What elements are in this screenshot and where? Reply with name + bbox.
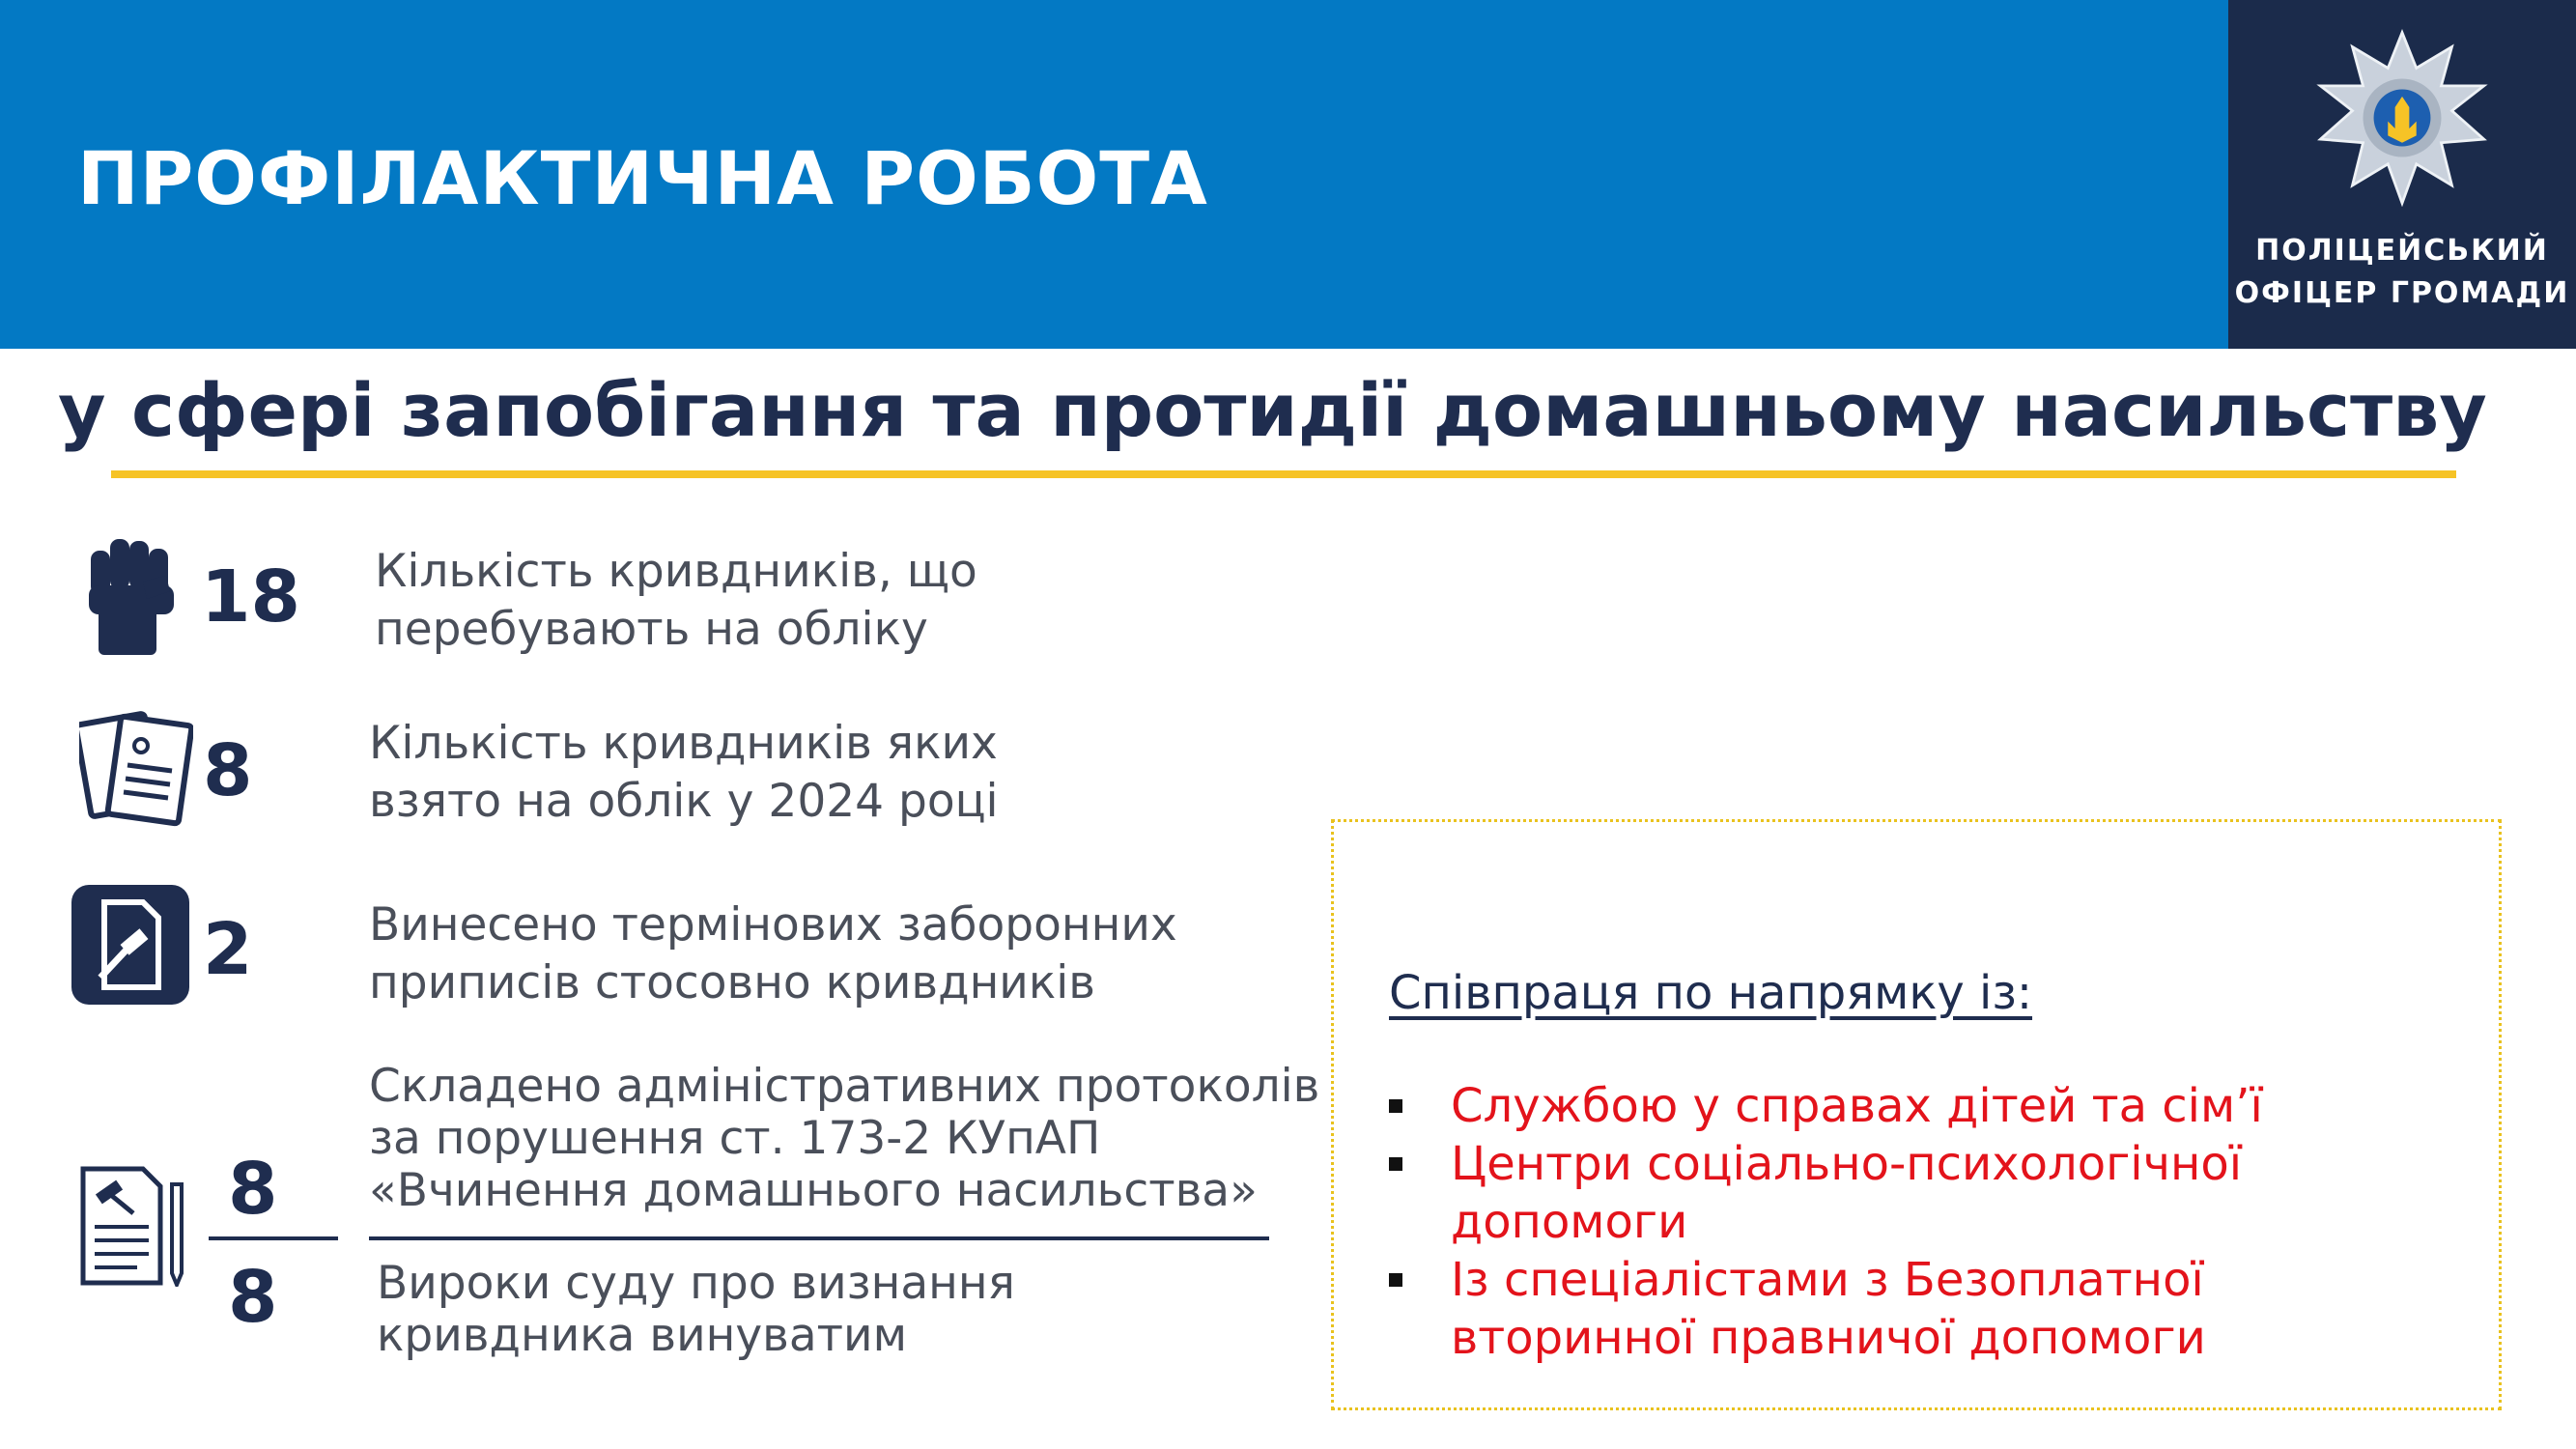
cooperation-item-line: Службою у справах дітей та сім’ї — [1451, 1079, 2263, 1133]
verdicts-count: 8 — [228, 1256, 278, 1339]
cooperation-list — [1389, 1077, 2471, 1367]
gavel-document-icon — [71, 885, 189, 1005]
badge-line-1: ПОЛІЦЕЙСЬКИЙ — [2255, 234, 2549, 268]
cooperation-item — [1389, 1135, 2471, 1251]
verdicts-desc — [377, 1258, 1015, 1362]
fraction-divider-right — [369, 1236, 1269, 1240]
stat-desc-line: перебувають на обліку — [375, 603, 928, 656]
page-title: ПРОФІЛАКТИЧНА РОБОТА — [77, 135, 1208, 221]
cooperation-item-line: допомоги — [1451, 1195, 1688, 1249]
cooperation-item-line: Центри соціально-психологічної — [1451, 1137, 2243, 1191]
protocols-desc — [369, 1061, 1319, 1217]
cooperation-item — [1389, 1077, 2471, 1135]
stat-desc-restraining-orders — [369, 896, 1177, 1012]
police-badge — [2228, 0, 2576, 349]
protocols-desc-line: «Вчинення домашнього насильства» — [369, 1164, 1258, 1217]
stat-desc-line: Винесено термінових заборонних — [369, 898, 1177, 952]
court-document-icon — [79, 1159, 187, 1287]
verdicts-desc-line: кривдника винуватим — [377, 1309, 908, 1362]
stat-value-restraining-orders: 2 — [203, 908, 253, 991]
stat-desc-line: Кількість кривдників, що — [375, 545, 977, 598]
bullet-icon — [1389, 1273, 1402, 1287]
verdicts-desc-line: Вироки суду про визнання — [377, 1257, 1015, 1310]
fist-icon — [85, 531, 178, 657]
protocols-desc-line: за порушення ст. 173-2 КУпАП — [369, 1112, 1101, 1165]
stat-desc-offenders-registered — [375, 543, 977, 659]
stat-value-offenders-registered: 18 — [201, 555, 300, 639]
protocols-desc-line: Складено адміністративних протоколів — [369, 1060, 1320, 1113]
fraction-divider-left — [209, 1236, 338, 1240]
badge-line-2: ОФІЦЕР ГРОМАДИ — [2234, 276, 2570, 310]
bullet-icon — [1389, 1157, 1402, 1171]
stat-desc-line: Кількість кривдників яких — [369, 717, 998, 770]
bullet-icon — [1389, 1099, 1402, 1113]
stat-desc-offenders-2024 — [369, 715, 999, 831]
protocols-count: 8 — [228, 1148, 278, 1231]
stat-desc-line: взято на облік у 2024 році — [369, 775, 999, 828]
cooperation-item-line: вторинної правничої допомоги — [1451, 1311, 2206, 1365]
badge-caption — [2228, 230, 2576, 315]
police-star-logo-icon — [2313, 29, 2491, 207]
stat-desc-line: приписів стосовно кривдників — [369, 956, 1095, 1009]
stat-value-offenders-2024: 8 — [203, 729, 253, 812]
header-banner — [0, 0, 2228, 349]
cooperation-item-line: Із спеціалістами з Безоплатної — [1451, 1253, 2204, 1307]
documents-icon — [79, 707, 193, 827]
cooperation-title: Співпраця по напрямку із: — [1389, 966, 2033, 1020]
section-subtitle: у сфері запобігання та протидії домашньому насильству — [58, 367, 2487, 453]
cooperation-item — [1389, 1251, 2471, 1367]
subtitle-underline — [111, 470, 2456, 478]
